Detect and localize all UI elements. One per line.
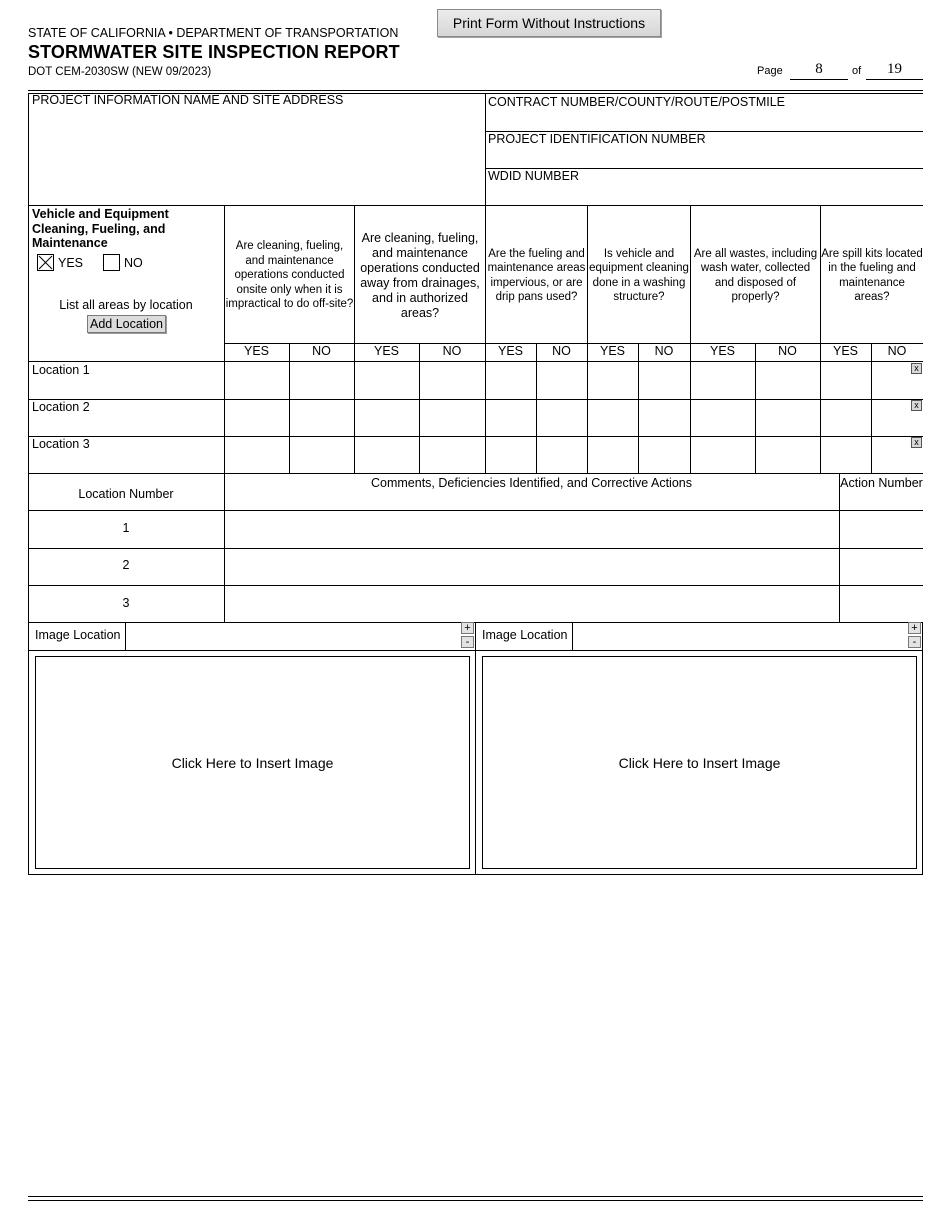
question-6: Are spill kits located in the fueling and maintenance areas? <box>821 247 923 303</box>
q4-yes-header: YES <box>599 344 625 358</box>
insert-image-left[interactable] <box>35 656 470 869</box>
comment-row-line-3 <box>28 585 923 586</box>
q1-yes-header: YES <box>243 344 269 358</box>
loc-row-line-1 <box>28 361 923 362</box>
question-5: Are all wastes, including wash water, collected and disposed of properly? <box>693 247 818 303</box>
of-label: of <box>852 65 862 77</box>
project-id-field[interactable] <box>486 147 922 167</box>
q2-no-header: NO <box>442 344 462 358</box>
form-title: STORMWATER SITE INSPECTION REPORT <box>28 42 400 62</box>
add-location-button[interactable]: Add Location <box>87 315 166 333</box>
insert-image-text-right: Click Here to Insert Image <box>618 754 781 771</box>
print-form-button[interactable]: Print Form Without Instructions <box>437 9 661 37</box>
sub-line-2 <box>419 343 420 473</box>
action-number-header: Action Number <box>840 476 923 490</box>
loc-row-line-3 <box>28 436 923 437</box>
delete-location-2-button[interactable]: x <box>911 400 922 411</box>
wdid-label: WDID NUMBER <box>488 169 579 183</box>
sub-line-4 <box>638 343 639 473</box>
comments-header: Comments, Deficiencies Identified, and Corrective Actions <box>371 476 692 490</box>
q6-no-header: NO <box>887 344 907 358</box>
q5-no-header: NO <box>778 344 797 358</box>
project-id-label: PROJECT IDENTIFICATION NUMBER <box>488 132 706 146</box>
image-location-label-left: Image Location <box>35 628 121 642</box>
location-number-header: Location Number <box>78 487 174 501</box>
comment-row-2-number: 2 <box>122 558 130 572</box>
question-3: Are the fueling and maintenance areas impervious, or are drip pans used? <box>487 247 586 303</box>
col-line-q2 <box>354 205 355 473</box>
delete-location-3-button[interactable]: x <box>911 437 922 448</box>
q2-yes-header: YES <box>373 344 399 358</box>
loc-row-line-4 <box>28 473 923 474</box>
form-number: DOT CEM-2030SW (NEW 09/2023) <box>28 66 212 78</box>
comment-field-2[interactable] <box>226 550 838 584</box>
bottom-rule-inner <box>28 1200 923 1201</box>
question-4: Is vehicle and equipment cleaning done in a washing structure? <box>589 247 689 303</box>
top-rule <box>28 90 923 91</box>
insert-image-text-left: Click Here to Insert Image <box>171 754 334 771</box>
image-location-field-right[interactable] <box>574 624 906 649</box>
image-location-divider-left <box>125 622 126 650</box>
section-title: Vehicle and Equipment Cleaning, Fueling, and Maintenance <box>32 207 169 250</box>
page-number-field[interactable]: 8 <box>790 61 848 80</box>
contract-number-label: CONTRACT NUMBER/COUNTY/ROUTE/POSTMILE <box>488 95 786 109</box>
q1-no-header: NO <box>312 344 331 358</box>
x-mark-icon <box>38 255 53 270</box>
wdid-field[interactable] <box>486 184 922 204</box>
minus-button-right[interactable]: - <box>908 636 921 648</box>
q6-yes-header: YES <box>832 344 858 358</box>
sub-line-5 <box>755 343 756 473</box>
image-location-label-right: Image Location <box>482 628 568 642</box>
yes-label: YES <box>58 256 84 270</box>
q5-yes-header: YES <box>709 344 735 358</box>
sub-line-1 <box>289 343 290 473</box>
comment-row-1-number: 1 <box>122 521 130 535</box>
image-header-line <box>28 650 923 651</box>
insert-image-right[interactable] <box>482 656 917 869</box>
location-1-label: Location 1 <box>32 363 90 377</box>
comment-field-3[interactable] <box>226 587 838 621</box>
q4-no-header: NO <box>654 344 674 358</box>
comment-row-line-1 <box>28 510 923 511</box>
project-info-field[interactable] <box>29 110 484 205</box>
section-top-line <box>28 205 923 206</box>
no-label: NO <box>124 256 143 270</box>
yes-checkbox[interactable] <box>37 254 54 271</box>
location-2-label: Location 2 <box>32 400 90 414</box>
location-3-label: Location 3 <box>32 437 90 451</box>
no-checkbox[interactable] <box>103 254 120 271</box>
comment-row-3-number: 3 <box>122 596 130 610</box>
question-2: Are cleaning, fueling, and maintenance operations conducted away from drainages, and in authorized areas? <box>360 230 480 320</box>
project-info-label: PROJECT INFORMATION NAME AND SITE ADDRESS <box>32 93 344 107</box>
delete-location-1-button[interactable]: x <box>911 363 922 374</box>
agency-name: STATE OF CALIFORNIA • DEPARTMENT OF TRANSPORTATION <box>28 26 399 40</box>
contract-number-field[interactable] <box>486 110 922 130</box>
question-1: Are cleaning, fueling, and maintenance operations conducted onsite only when it is impractical to do off-site? <box>225 240 354 311</box>
page-total-field[interactable]: 19 <box>866 61 923 80</box>
list-areas-label: List all areas by location <box>59 298 193 312</box>
comment-field-1[interactable] <box>226 512 838 547</box>
comment-row-line-2 <box>28 548 923 549</box>
minus-button-left[interactable]: - <box>461 636 474 648</box>
q3-yes-header: YES <box>497 344 523 358</box>
plus-button-left[interactable]: + <box>461 622 474 634</box>
sub-line-3 <box>536 343 537 473</box>
page-label: Page <box>757 65 783 77</box>
loc-row-line-2 <box>28 399 923 400</box>
bottom-rule <box>28 1196 923 1197</box>
q3-no-header: NO <box>552 344 571 358</box>
image-location-divider-right <box>572 622 573 650</box>
image-location-field-left[interactable] <box>127 624 459 649</box>
plus-button-right[interactable]: + <box>908 622 921 634</box>
sub-line-6 <box>871 343 872 473</box>
